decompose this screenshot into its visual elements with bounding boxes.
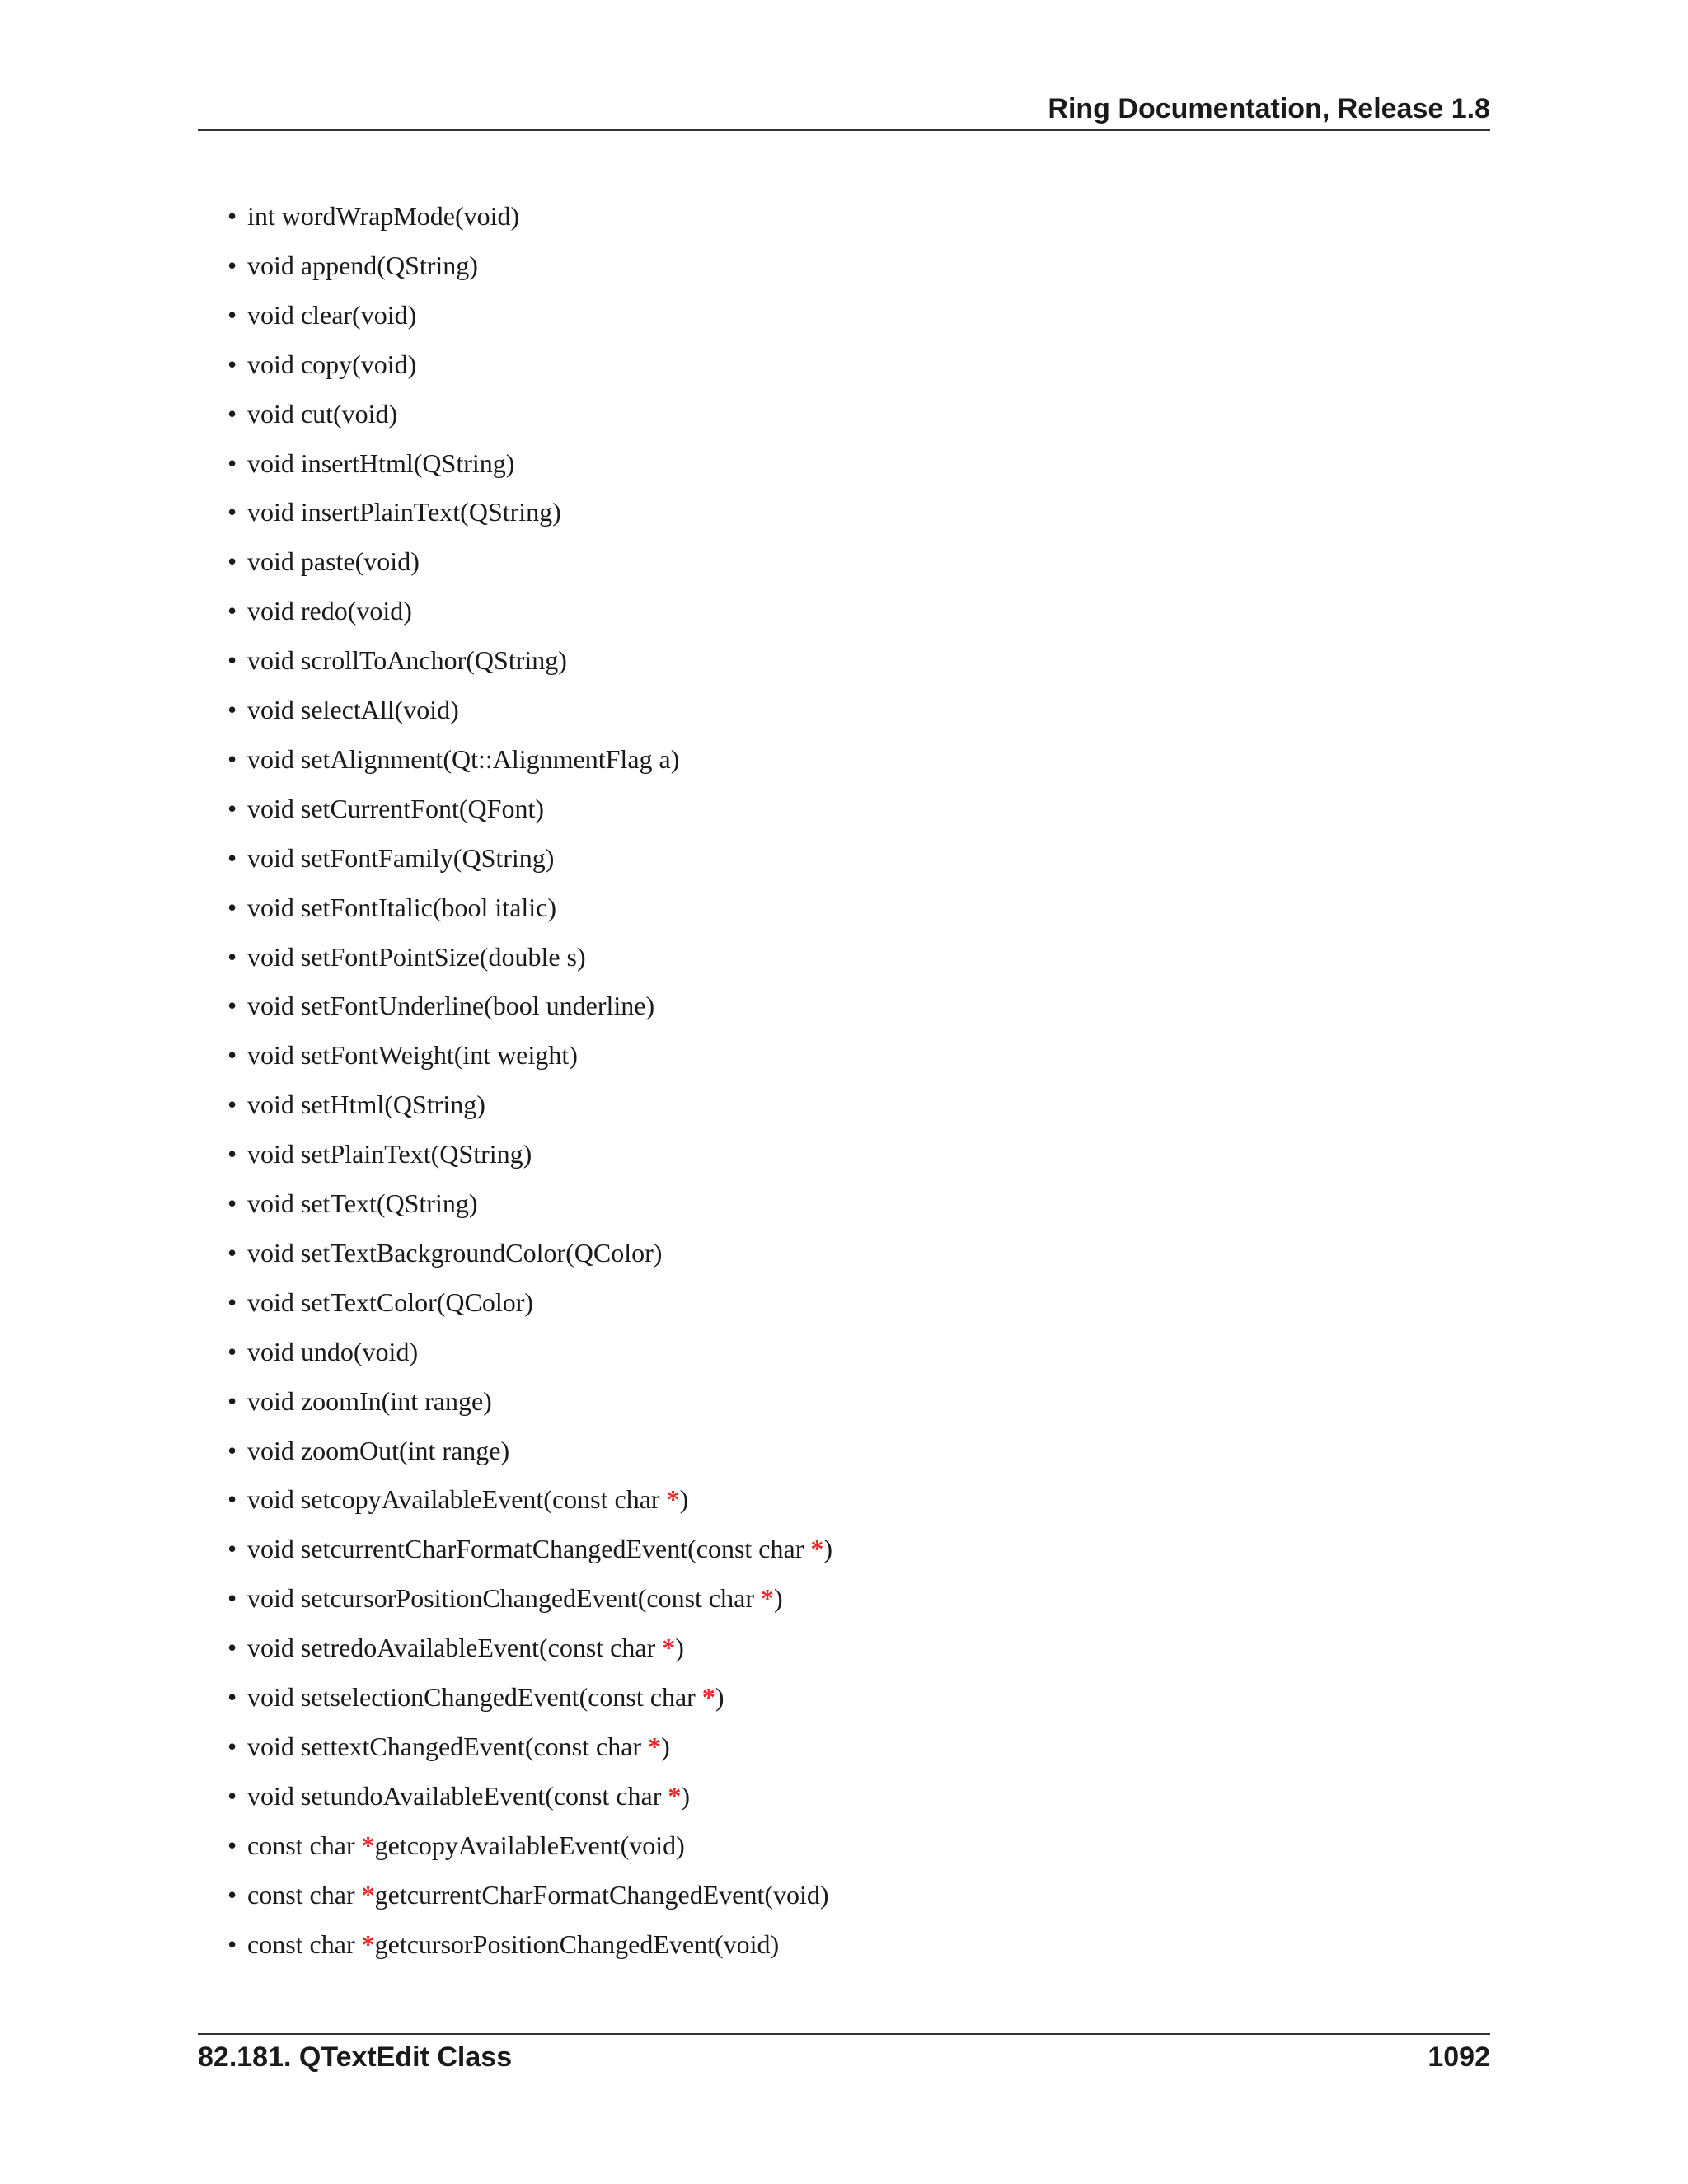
bullet-icon: • — [227, 448, 237, 478]
method-list-item — [227, 447, 515, 480]
method-signature: void clear(void) — [247, 300, 417, 330]
method-signature: void setcopyAvailableEvent(const char — [247, 1484, 667, 1514]
method-list-item — [227, 594, 412, 627]
bullet-icon: • — [227, 497, 237, 527]
bullet-icon: • — [227, 300, 237, 330]
bullet-icon: • — [227, 546, 237, 576]
method-signature-tail: getcurrentCharFormatChangedEvent(void) — [374, 1880, 829, 1910]
method-signature: void setredoAvailableEvent(const char — [247, 1633, 663, 1662]
bullet-icon: • — [227, 1436, 237, 1465]
bullet-icon: • — [227, 349, 237, 379]
method-signature: const char — [247, 1929, 362, 1959]
bullet-icon: • — [227, 1287, 237, 1317]
bullet-icon: • — [227, 1188, 237, 1218]
bullet-icon: • — [227, 1583, 237, 1613]
method-signature: void setselectionChangedEvent(const char — [247, 1682, 702, 1712]
method-signature-tail: getcursorPositionChangedEvent(void) — [374, 1929, 780, 1959]
method-list-item — [227, 1335, 419, 1368]
method-signature-tail: getcopyAvailableEvent(void) — [374, 1830, 685, 1860]
method-signature: const char — [247, 1880, 362, 1910]
method-signature: void setCurrentFont(QFont) — [247, 794, 544, 823]
bullet-icon: • — [227, 1040, 237, 1070]
method-signature: void setFontPointSize(double s) — [247, 942, 586, 972]
bullet-icon: • — [227, 1337, 237, 1366]
method-signature: int wordWrapMode(void) — [247, 201, 520, 231]
bullet-icon: • — [227, 942, 237, 972]
method-signature: void zoomOut(int range) — [247, 1436, 510, 1465]
method-signature: void insertHtml(QString) — [247, 448, 515, 478]
method-signature: void selectAll(void) — [247, 695, 459, 724]
method-list-item — [227, 1532, 832, 1565]
method-signature: void undo(void) — [247, 1337, 419, 1366]
method-signature: void copy(void) — [247, 349, 417, 379]
method-signature: void scrollToAnchor(QString) — [247, 645, 567, 675]
method-list-item — [227, 1038, 578, 1071]
method-signature: void settextChangedEvent(const char — [247, 1732, 649, 1761]
pointer-asterisk: * — [760, 1583, 774, 1613]
method-list-item — [227, 1779, 691, 1812]
method-list-item — [227, 940, 586, 973]
method-signature: void setFontUnderline(bool underline) — [247, 991, 655, 1020]
pointer-asterisk: * — [701, 1682, 715, 1712]
method-signature: void setundoAvailableEvent(const char — [247, 1781, 668, 1811]
method-signature: void redo(void) — [247, 596, 412, 626]
method-signature: void zoomIn(int range) — [247, 1386, 492, 1416]
bullet-icon: • — [227, 596, 237, 626]
bullet-icon: • — [227, 1781, 237, 1811]
method-list-item — [227, 743, 680, 776]
method-list-item — [227, 989, 655, 1022]
pointer-asterisk: * — [666, 1484, 680, 1514]
bullet-icon: • — [227, 695, 237, 724]
footer-section-title: 82.181. QTextEdit Class — [198, 2041, 513, 2073]
method-list-item — [227, 1434, 510, 1467]
method-signature: void paste(void) — [247, 546, 420, 576]
method-list-item — [227, 1236, 663, 1269]
method-list-item — [227, 644, 567, 677]
bullet-icon: • — [227, 1682, 237, 1712]
method-signature-tail: ) — [661, 1732, 670, 1761]
method-list-item — [227, 249, 478, 282]
bullet-icon: • — [227, 794, 237, 823]
method-list-item — [227, 1928, 780, 1961]
method-signature-tail: ) — [681, 1781, 691, 1811]
method-list-item — [227, 1631, 684, 1664]
method-signature: void setTextColor(QColor) — [247, 1287, 534, 1317]
pointer-asterisk: * — [662, 1633, 676, 1662]
pointer-asterisk: * — [361, 1830, 375, 1860]
bullet-icon: • — [227, 1633, 237, 1662]
method-list-item — [227, 298, 417, 331]
method-list-item — [227, 1730, 670, 1763]
bullet-icon: • — [227, 1929, 237, 1959]
bullet-icon: • — [227, 893, 237, 922]
bullet-icon: • — [227, 1830, 237, 1860]
method-signature: void setFontFamily(QString) — [247, 843, 555, 873]
bullet-icon: • — [227, 1386, 237, 1416]
bullet-icon: • — [227, 843, 237, 873]
method-signature: void setPlainText(QString) — [247, 1139, 532, 1169]
method-list-item — [227, 841, 555, 874]
method-list-item — [227, 495, 561, 528]
method-list-item — [227, 792, 544, 825]
method-signature: void cut(void) — [247, 399, 398, 429]
pointer-asterisk: * — [810, 1534, 824, 1563]
method-list-item — [227, 1286, 534, 1319]
method-list-item — [227, 1088, 485, 1121]
method-signature: void setFontWeight(int weight) — [247, 1040, 578, 1070]
pointer-asterisk: * — [361, 1929, 375, 1959]
method-list-item — [227, 1187, 478, 1220]
method-list-item — [227, 397, 398, 430]
method-signature: void setHtml(QString) — [247, 1090, 485, 1119]
method-signature: void setAlignment(Qt::AlignmentFlag a) — [247, 744, 680, 774]
footer-divider — [198, 2033, 1490, 2035]
bullet-icon: • — [227, 251, 237, 280]
method-signature: void append(QString) — [247, 251, 478, 280]
method-list-item — [227, 1385, 492, 1418]
bullet-icon: • — [227, 1732, 237, 1761]
method-signature: void setText(QString) — [247, 1188, 478, 1218]
pointer-asterisk: * — [668, 1781, 682, 1811]
method-signature: void setcursorPositionChangedEvent(const char — [247, 1583, 761, 1613]
header-divider — [198, 129, 1490, 131]
method-list-item — [227, 1878, 829, 1911]
method-signature-tail: ) — [715, 1682, 724, 1712]
method-list-item — [227, 1680, 724, 1713]
bullet-icon: • — [227, 399, 237, 429]
page-number: 1092 — [1428, 2041, 1490, 2073]
bullet-icon: • — [227, 1534, 237, 1563]
pointer-asterisk: * — [648, 1732, 662, 1761]
method-signature: void setTextBackgroundColor(QColor) — [247, 1238, 663, 1268]
method-list-item — [227, 199, 520, 232]
bullet-icon: • — [227, 201, 237, 231]
method-list-item — [227, 891, 557, 924]
method-list-item — [227, 545, 420, 578]
bullet-icon: • — [227, 1880, 237, 1910]
method-signature-tail: ) — [675, 1633, 684, 1662]
method-list-item — [227, 1137, 532, 1170]
bullet-icon: • — [227, 1238, 237, 1268]
method-signature: void setcurrentCharFormatChangedEvent(const char — [247, 1534, 811, 1563]
pointer-asterisk: * — [361, 1880, 375, 1910]
method-signature: void setFontItalic(bool italic) — [247, 893, 557, 922]
bullet-icon: • — [227, 744, 237, 774]
method-signature-tail: ) — [679, 1484, 689, 1514]
method-list-item — [227, 693, 459, 726]
bullet-icon: • — [227, 991, 237, 1020]
page-header: Ring Documentation, Release 1.8 — [1048, 93, 1490, 124]
bullet-icon: • — [227, 1139, 237, 1169]
method-signature-tail: ) — [823, 1534, 832, 1563]
method-signature: void insertPlainText(QString) — [247, 497, 561, 527]
bullet-icon: • — [227, 645, 237, 675]
bullet-icon: • — [227, 1484, 237, 1514]
bullet-icon: • — [227, 1090, 237, 1119]
method-list-item — [227, 1582, 783, 1615]
method-signature-tail: ) — [773, 1583, 783, 1613]
method-list-item — [227, 1483, 689, 1516]
method-signature: const char — [247, 1830, 362, 1860]
method-list-item — [227, 348, 417, 381]
method-list-item — [227, 1829, 685, 1862]
